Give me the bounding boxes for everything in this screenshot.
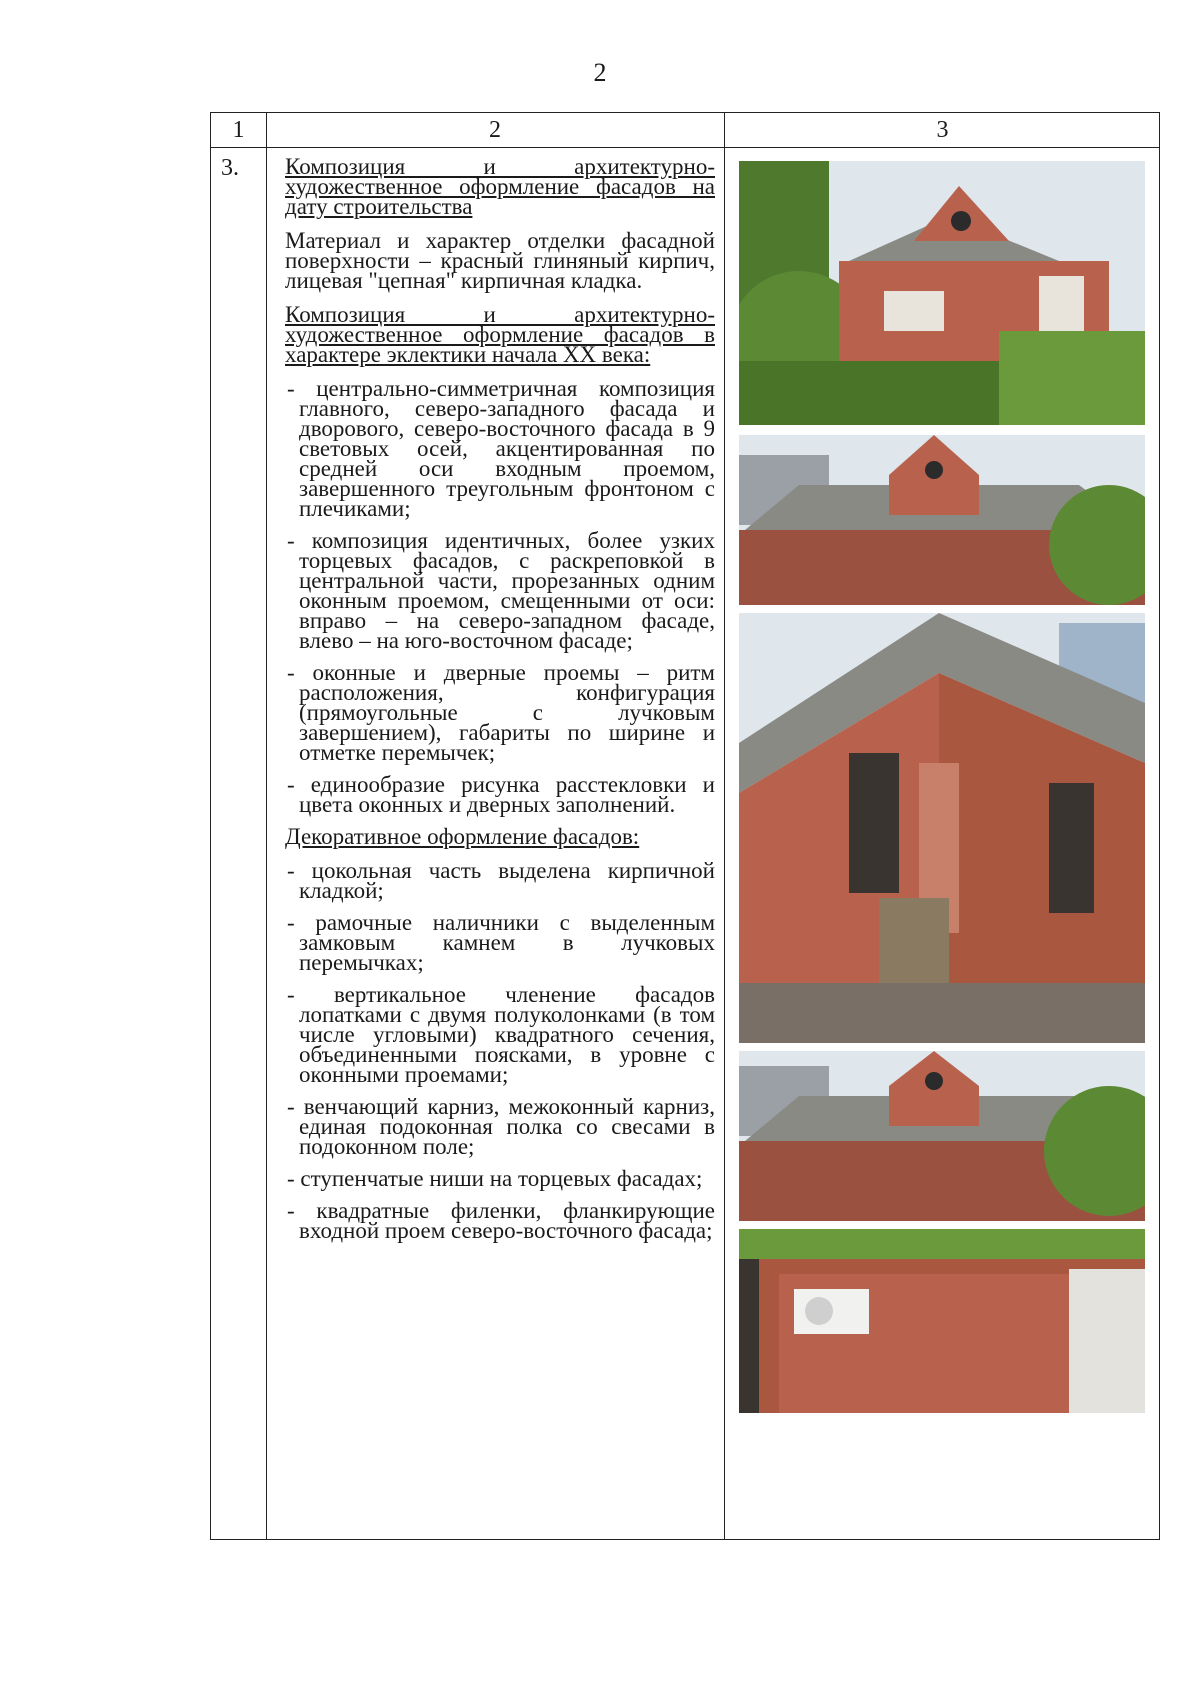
building-roof-gable-2-photo [739, 1051, 1145, 1221]
header-divider [211, 147, 1159, 148]
column-header-2: 2 [489, 117, 501, 143]
building-corner-photo [739, 613, 1145, 1043]
material-paragraph: Материал и характер отделки фасадной поверхности – красный глиняный кирпич, лицевая "цепная" кирпичная кладка. [285, 228, 715, 293]
description-table [210, 112, 1160, 1540]
list-item: - рамочные наличники с выделенным замковым камнем в лучковых перемычках; [287, 910, 715, 975]
list-item: - венчающий карниз, межоконный карниз, единая подоконная полка со свесами в подоконном поле; [287, 1094, 715, 1159]
list-item: - единообразие рисунка расстекловки и цвета оконных и дверных заполнений. [287, 772, 715, 817]
description-text [285, 154, 715, 1253]
section-heading: Декоративное оформление фасадов: [285, 824, 640, 849]
building-roof-gable-photo [739, 435, 1145, 605]
column-divider [724, 113, 725, 1539]
section-heading: Композиция и архитектурно-художественное оформление фасадов в характере эклектики начала XX века: [285, 302, 715, 367]
building-main-facade-photo [739, 161, 1145, 425]
list-item: - ступенчатые ниши на торцевых фасадах; [287, 1166, 703, 1191]
row-number: 3. [221, 155, 239, 181]
list-item: - оконные и дверные проемы – ритм расположения, конфигурация (прямоугольные с лучковым завершением), габариты по ширине и отметке перемычек; [287, 660, 715, 765]
section-heading: Композиция и архитектурно-художественное оформление фасадов на дату строительства [285, 154, 715, 219]
building-wall-ac-unit-photo [739, 1229, 1145, 1413]
list-item: - вертикальное членение фасадов лопатками с двумя полуколонками (в том числе угловыми) квадратного сечения, объединенными поясками, в уровне с оконными проемами; [287, 982, 715, 1087]
column-header-3: 3 [936, 117, 949, 143]
column-divider [266, 113, 267, 1539]
list-item: - композиция идентичных, более узких торцевых фасадов, с раскреповкой в центральной части, прорезанных одним оконным проемом, смещенными от оси: вправо – на северо-западном фасаде, влево – на юго-восточном фасаде; [287, 528, 715, 653]
list-item: - цокольная часть выделена кирпичной кладкой; [287, 858, 715, 903]
list-item: - центрально-симметричная композиция главного, северо-западного фасада и дворового, северо-восточного фасада в 9 световых осей, акцентированная по средней оси входным проемом, завершенного треугольным фронтоном с плечиками; [287, 376, 715, 521]
column-header-1: 1 [232, 117, 245, 143]
page-number: 2 [593, 58, 607, 87]
list-item: - квадратные филенки, фланкирующие входной проем северо-восточного фасада; [287, 1198, 715, 1243]
